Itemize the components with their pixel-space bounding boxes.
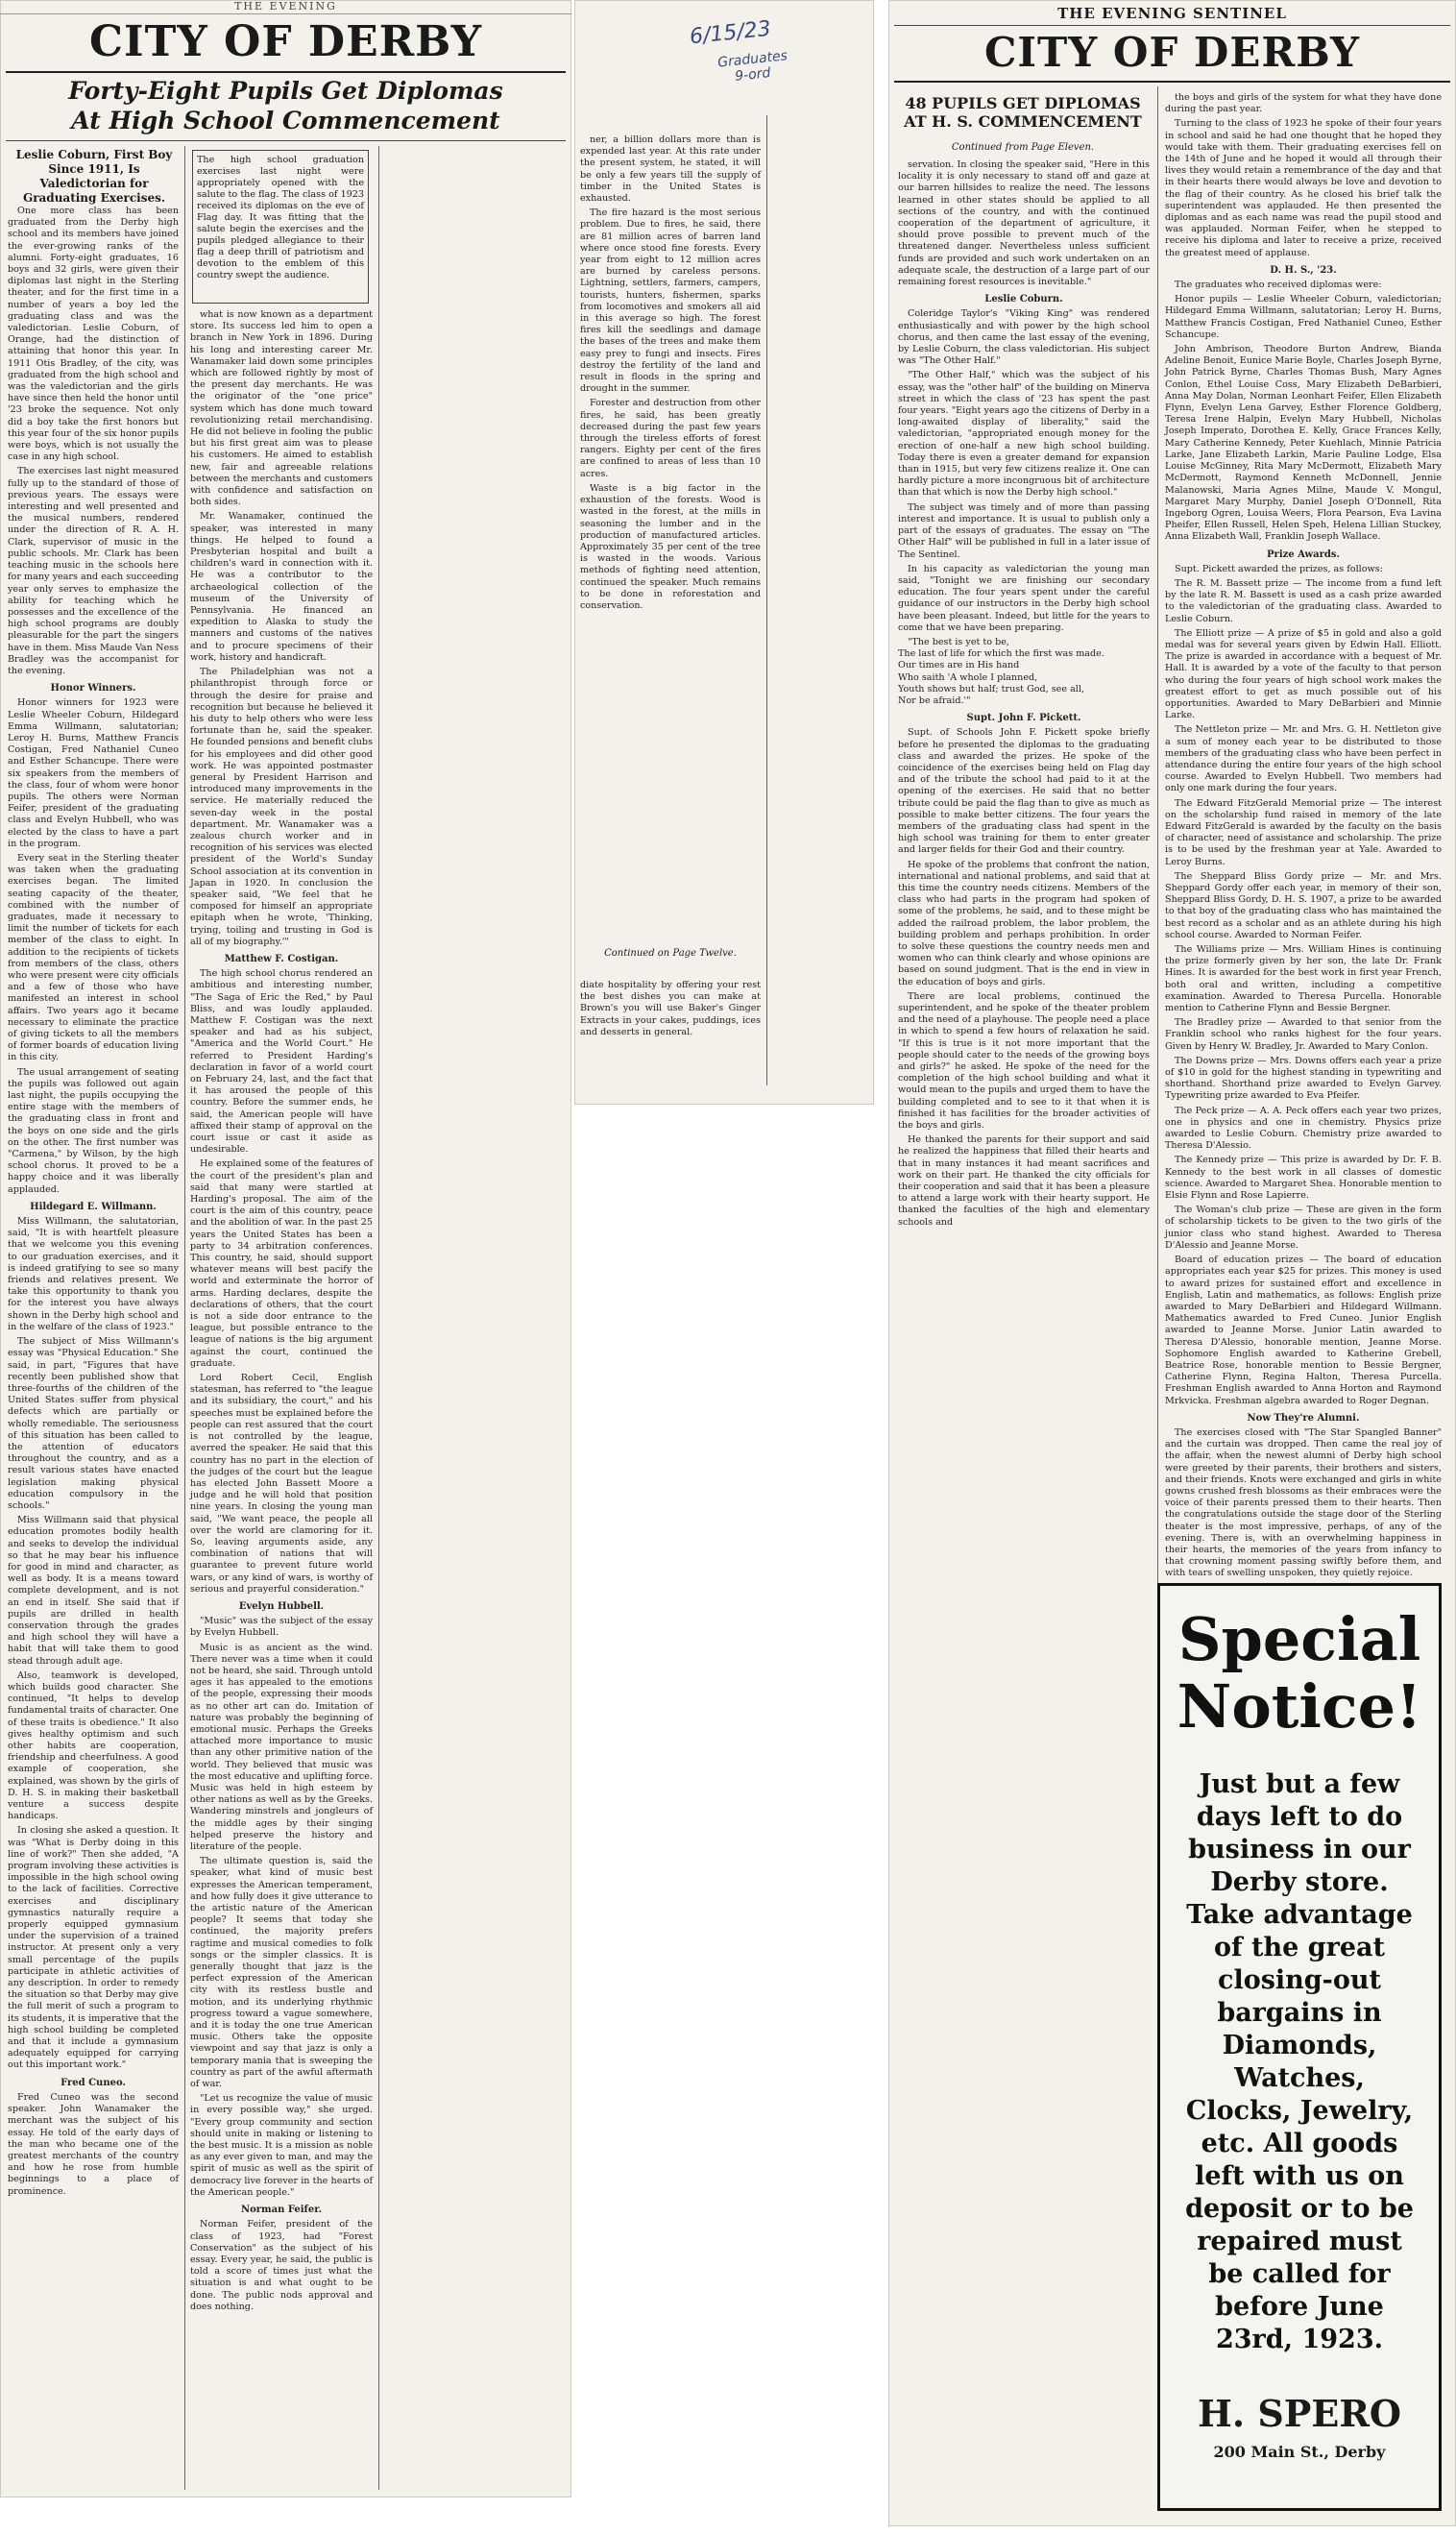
left-headline-rule xyxy=(6,140,566,141)
middle-tail-text: diate hospitality by offering your rest the best dishes you can make at Brown's you will use Baker's Ginger Extracts in your cakes, puddings, ices and desserts in general. xyxy=(580,980,761,1037)
article-paragraph: The Peck prize — A. A. Peck offers each year two prizes, one in physics and one in chemistry. Physics prize awarded to Leslie Coburn. Chemistry prize awarded to Theresa D'Alessio. xyxy=(1165,1105,1442,1152)
left-newspaper-page xyxy=(0,0,571,2497)
handwritten-date: 6/15/23 xyxy=(688,16,772,50)
article-paragraph: In closing she asked a question. It was "What is Derby doing in this line of work?" Then she added, "A program involving these activities is impossible in the high school owing to the lack of facilities. Corrective exercises and disciplinary gymnastics naturally require a properly equipped gymnasium under the supervision of a trained instructor. At present only a very small percentage of the pupils participate in athletic activities of any description. In order to remedy the situation so that Derby may give the full merit of such a program to its students, it is imperative that the high school building be completed and that it include a gymnasium adequately equipped for carrying out this important work." xyxy=(8,1825,179,2071)
article-paragraph: The Nettleton prize — Mr. and Mrs. G. H. Nettleton give a sum of money each year to be distributed to those members of the graduating class who have been perfect in attendance during the entire four years of the high school course. Awarded to Evelyn Hubbell. Two members had only one mark during the four years. xyxy=(1165,724,1442,794)
section-heading: Norman Feifer. xyxy=(240,2205,323,2216)
flag-salute-box: The high school graduation exercises last night were appropriately opened with the salute to the flag. The class of 1923 received its diplomas on the eve of Flag day. It was fitting that the salute begin the exercises and the pupils pledged allegiance to their flag a deep thrill of patriotism and devotion to the emblem of this country swept the audience. xyxy=(192,150,369,304)
article-paragraph: Music is as ancient as the wind. There never was a time when it could not be heard, she said. Through untold ages it has appealed to the emotions of the people, expressing their moods as no other art can do. Imitation of nature was probably the beginning of emotional music. Perhaps the Greeks attached more importance to music than any other primitive nation of the world. They believed that music was the most educative and uplifting force. Music was held in high esteem by other nations as well as by the Greeks. Wandering minstrels and jongleurs of the middle ages by their singing helped preserve the history and literature of the people. xyxy=(190,1642,373,1852)
article-paragraph: The Kennedy prize — This prize is awarded by Dr. F. B. Kennedy to the best work in all classes of domestic science. Awarded to Margaret Shea. Honorable mention to Elsie Flynn and Rose Lapierre. xyxy=(1165,1155,1442,1202)
left-masthead: CITY OF DERBY xyxy=(88,17,483,66)
article-paragraph: The exercises closed with "The Star Spangled Banner" and the curtain was dropped. Then came the real joy of the affair, when the newest alumni of Derby high school were greeted by their parents, their brothers and sisters, and their friends. Knots were exchanged and girls in white gowns crushed fresh blossoms as their embraces were the voice of their parents pressed them to their hearts. Then the congratulations outside the stage door of the Sterling theater is the most impressive, perhaps, of any of the evening. There is, with an overwhelming happiness in their hearts, the memories of the years from infancy to that crowning moment passing swiftly before them, and with tears of swelling unspoken, they quietly rejoice. xyxy=(1165,1426,1442,1579)
special-notice-ad xyxy=(1157,1583,1442,2511)
section-heading: Now They're Alumni. xyxy=(1247,1412,1360,1424)
middle-divider xyxy=(766,115,767,1085)
ad-signature: H. SPERO xyxy=(1197,2392,1402,2435)
article-paragraph: Waste is a big factor in the exhaustion of the forests. Wood is wasted in the forest, at the mills in seasoning the lumber and in the production of manufactured articles. Approximately 35 per cent of the tree is wasted in the woods. Various methods of fighting need attention, continued the speaker. Much remains to be done in reforestation and conservation. xyxy=(580,482,761,611)
article-paragraph: Coleridge Taylor's "Viking King" was rendered enthusiastically and with power by the high school chorus, and then came the last essay of the evening, by Leslie Coburn, the class valedictorian. His subject was "The Other Half." xyxy=(898,308,1150,367)
handwritten-note: Graduates 9-ord xyxy=(716,48,789,85)
right-masthead-rule xyxy=(894,81,1450,83)
right-column-b xyxy=(1165,92,1442,1579)
section-heading: Evelyn Hubbell. xyxy=(238,1600,325,1612)
continued-note: Continued on Page Twelve. xyxy=(604,948,737,959)
section-heading: Honor Winners. xyxy=(50,683,136,694)
article-paragraph: The high school chorus rendered an ambitious and interesting number, "The Saga of Eric the Red," by Paul Bliss, and was loudly applauded. Matthew F. Costigan was the next speaker and had as his subject, "America and the World Court." He referred to President Harding's declaration in favor of a world court on February 24, last, and the fact that it has aroused the people of this country. Before the summer ends, he said, the American people will have affixed their stamp of approval on the court issue or cast it aside as undesirable. xyxy=(190,968,373,1156)
left-headline-line1: Forty-Eight Pupils Get Diplomas xyxy=(68,77,503,105)
article-paragraph: the boys and girls of the system for what they have done during the past year. xyxy=(1165,92,1442,115)
article-paragraph: "The Other Half," which was the subject of his essay, was the "other half" of the building on Minerva street in which the class of '23 has spent the past four years. "Eight years ago the citizens of Derby in a long-awaited display of liberality," said the valedictorian, "appropriated enough money for the erection of one-half a new high school building. Today there is even a greater demand for expansion than in 1915, but very few citizens realize it. One can hardly picture a more incongruous bit of architecture than that which is now the Derby high school." xyxy=(898,370,1150,499)
ad-title-special: Special xyxy=(1177,1604,1421,1674)
article-paragraph: Miss Willmann said that physical education promotes bodily health and seeks to develop the individual so that he may bear his influence for good in mind and character, as well as body. It is a means toward complete development, and is not an end in itself. She said that if pupils are drilled in health conservation through the grades and high school they will have a habit that will take them to good stead through adult age. xyxy=(8,1515,179,1667)
article-paragraph: The Woman's club prize — These are given in the form of scholarship tickets to be given to the two girls of the junior class who stand highest. Awarded to Theresa D'Alessio and Jeanne Morse. xyxy=(1165,1205,1442,1251)
left-subhead: Leslie Coburn, First Boy Since 1911, Is Valedictorian for Graduating Exercises. xyxy=(15,148,173,205)
article-paragraph: The ultimate question is, said the speaker, what kind of music best expresses the American temperament, and how fully does it give utterance to the artistic nature of the American people? It seems that today she continued, the majority prefers ragtime and musical comedies to folk songs or the simpler classics. It is generally thought that jazz is the perfect expression of the American city with its restless bustle and motion, and its underlying rhythmic progress toward a vague somewhere, and it is today the one true American music. Others take the opposite viewpoint and say that jazz is only a temporary mania that is sweeping the country as part of the awful aftermath of war. xyxy=(190,1856,373,2090)
ad-title-notice: Notice! xyxy=(1177,1671,1422,1742)
right-flag: THE EVENING SENTINEL xyxy=(1057,5,1287,22)
left-masthead-rule xyxy=(6,71,566,73)
section-heading: Hildegard E. Willmann. xyxy=(30,1201,157,1212)
article-paragraph: He thanked the parents for their support and said he realized the happiness that filled their hearts and that in many instances it had meant sacrifices and work on their part. He thanked the city officials for their cooperation and said that it has been a pleasure to attend a large work with their hearty support. He thanked the faculties of the high and elementary schools and xyxy=(898,1134,1150,1228)
article-paragraph: He spoke of the problems that confront the nation, international and national problems, and said that at this time the country needs citizens. Members of the class who had parts in the program had spoken of some of the problems, he said, and to these might be added the railroad problem, the labor problem, the building problem and perhaps prohibition. In order to solve these questions the country needs men and women who can think clearly and whose opinions are based on sound judgment. That is the end in view in the education of boys and girls. xyxy=(898,859,1150,987)
article-paragraph: One more class has been graduated from the Derby high school and its members have joined the ever-growing ranks of the alumni. Forty-eight graduates, 16 boys and 32 girls, were given their diplomas last night in the Sterling theater, and for the first time in a number of years a boy led the graduating class and was the valedictorian. Leslie Coburn, of Orange, had the distinction of attaining that honor this year. In 1911 Otis Bradley, of the city, was graduated from the high school and was the valedictorian and the girls have since then held the honor until '23 broke the sequence. Not only did a boy take the first honors but this year four of the six honor pupils were boys, which is not usually the case in any high school. xyxy=(8,206,179,463)
article-paragraph: Supt. of Schools John F. Pickett spoke briefly before he presented the diplomas to the graduating class and awarded the prizes. He spoke of the coincidence of the exercises being held on Flag day and of the tribute the school had paid to it at the opening of the exercises. He said that no better tribute could be paid the flag than to give as much as possible to make better citizens. The four years the members of the graduating class had spent in the high school was training for them to enter greater and larger fields for their God and their country. xyxy=(898,727,1150,856)
left-headline-line2: At High School Commencement xyxy=(71,107,500,134)
ad-address: 200 Main St., Derby xyxy=(1213,2443,1386,2461)
right-continued-from: Continued from Page Eleven. xyxy=(951,142,1095,153)
article-paragraph: what is now known as a department store. Its success led him to open a branch in New York in 1896. During his long and interesting career Mr. Wanamaker laid down some principles which are followed rightly by most of the present day merchants. He was the originator of the "one price" system which has done much toward revolutionizing retail merchandising. He did not believe in fooling the public but his first great aim was to please his customers. He aimed to establish new, fair and agreeable relations between the merchants and customers with confidence and satisfaction on both sides. xyxy=(190,309,373,508)
article-paragraph: The Edward FitzGerald Memorial prize — The interest on the scholarship fund raised in memory of the late Edward FitzGerald is awarded by the faculty on the basis of character, need of assistance and scholarship. The prize is to be used by the freshman year at Yale. Awarded to Leroy Burns. xyxy=(1165,797,1442,867)
left-column-1 xyxy=(8,206,179,2492)
left-column-divider-2 xyxy=(378,146,379,2490)
article-paragraph: ner, a billion dollars more than is expended last year. At this rate under the present system, he stated, it will be only a few years till the supply of timber in the United States is exhausted. xyxy=(580,134,761,205)
article-paragraph: Board of education prizes — The board of education appropriates each year $25 for prizes. This money is used to award prizes for sustained effort and excellence in English, Latin and mathematics, as follows: English prize awarded to Mary DeBarbieri and Hildegard Willmann. Mathematics awarded to Fred Cuneo. Junior English awarded to Jeanne Morse. Junior Latin awarded to Theresa D'Alessio, honorable mention, Jeanne Morse. Sophomore English awarded to Katherine Grebell, Beatrice Rose, honorable mention to Bessie Bergner, Catherine Flynn, Regina Halton, Theresa Purcella. Freshman English awarded to Anna Horton and Raymond Mrkvicka. Freshman algebra awarded to Roger Degnan. xyxy=(1165,1255,1442,1406)
article-paragraph: Every seat in the Sterling theater was taken when the graduating exercises began. The limited seating capacity of the theater, combined with the number of graduates, made it necessary to limit the number of tickets for each member of the class to eight. In addition to the recipients of tickets from members of the class, others who were present were city officials and a few of those who have manifested an interest in school affairs. Two years ago it became necessary to eliminate the practice of giving tickets to all the members of former boards of education living in this city. xyxy=(8,852,179,1063)
ad-body-text: Just but a few days left to do business in our Derby store. Take advantage of the great closing-out bargains in Diamonds, Watches, Clocks, Jewelry, etc. All goods left with us on deposit or to be repaired must be called for before June 23rd, 1923. xyxy=(1185,1769,1414,2354)
left-column-divider-1 xyxy=(184,146,185,2490)
left-column-3-fade xyxy=(384,150,567,2490)
article-paragraph: The Philadelphian was not a philanthropist through force or through the desire for praise and recognition but because he believed it his duty to help others who were less fortunate than he, said the speaker. He founded pensions and benefit clubs for his employees and did other good work. He was appointed postmaster general by President Harrison and introduced many improvements in the service. He materially reduced the seven-day week in the postal department. Mr. Wanamaker was a zealous church worker and in recognition of his services was elected president of the World's Sunday School association at its convention in Japan in 1920. In conclusion the speaker said, "We feel that he composed for himself an appropriate epitaph when he wrote, 'Thinking, trying, toiling and trusting in God is all of my biography.'" xyxy=(190,667,373,947)
article-paragraph: "Let us recognize the value of music in every possible way," she urged. "Every group community and section should unite in making or listening to the best music. It is a mission as noble as any ever given to man, and may the spirit of music as well as the spirit of democracy live forever in the hearts of the American people." xyxy=(190,2093,373,2198)
article-paragraph: Miss Willmann, the salutatorian, said, "It is with heartfelt pleasure that we welcome you this evening to our graduation exercises, and it is indeed gratifying to see so many friends and relatives present. We take this opportunity to thank you for the interest you have always shown in the Derby high school and in the welfare of the class of 1923." xyxy=(8,1216,179,1332)
article-paragraph: Lord Robert Cecil, English statesman, has referred to "the league and its subsidiary, the court," and his speeches must be explained before the people can rest assured that the court is not controlled by the league, averred the speaker. He said that this country has no part in the election of the judges of the court but the league has elected John Bassett Moore a judge and he will hold that position nine years. In closing the young man said, "We want peace, the people all over the world are clamoring for it. So, leaving arguments aside, any combination of nations that will guarantee to prevent future world wars, or any kind of wars, is worthy of serious and prayerful consideration." xyxy=(190,1373,373,1595)
article-paragraph: The Williams prize — Mrs. William Hines is continuing the prize formerly given by her son, the late Dr. Frank Hines. It is awarded for the best work in first year French, both oral and written, including a competitive examination. Awarded to Theresa Purcella. Honorable mention to Catherine Flynn and Bessie Bergner. xyxy=(1165,944,1442,1014)
article-paragraph: "The best is yet to be, The last of life for which the first was made. Our times are in His hand Who saith 'A whole I planned, Youth shows but half; trust God, see all, Nor be afraid.'" xyxy=(898,636,1104,706)
article-paragraph: The fire hazard is the most serious problem. Due to fires, he said, there are 81 million acres of barren land where once stood fine forests. Every year from eight to 12 million acres are burned by careless persons. Lightning, settlers, farmers, campers, tourists, hunters, fishermen, sparks from locomotives and smokers all aid in this average so high. The forest fires kill the seedlings and damage the bases of the trees and make them easy prey to fungi and insects. Fires destroy the fertility of the land and result in floods in the spring and drought in the summer. xyxy=(580,207,761,395)
right-masthead: CITY OF DERBY xyxy=(983,29,1361,76)
article-paragraph: There are local problems, continued the superintendent, and he spoke of the theater problem and the need of a playhouse. The people need a place in which to spend a few hours of relaxation he said. "If this is true is it not more important that the people should cater to the needs of the growing boys and girls?" he asked. He spoke of the need for the completion of the high school building and what it would mean to the pupils and urged them to have the building completed and to see to it that when it is finished it has facilities for the broader activities of the boys and girls. xyxy=(898,990,1150,1132)
article-paragraph: Supt. Pickett awarded the prizes, as follows: xyxy=(1175,563,1383,574)
article-paragraph: The Downs prize — Mrs. Downs offers each year a prize of $10 in gold for the highest standing in typewriting and shorthand. Shorthand prize awarded to Evelyn Garvey. Typewriting prize awarded to Eva Pfeifer. xyxy=(1165,1055,1442,1102)
article-paragraph: servation. In closing the speaker said, "Here in this locality it is only necessary to stand off and gaze at our barren hillsides to realize the need. The lessons learned in other states should be applied to all sections of the country, and with the continued cooperation of the department of agriculture, it should prove possible to prevent much of the threatened danger. Nevertheless unless sufficient funds are provided and such work undertaken on an adequate scale, the destruction of a large part of our remaining forest resources is inevitable." xyxy=(898,159,1150,288)
article-paragraph: Fred Cuneo was the second speaker. John Wanamaker the merchant was the subject of his essay. He told of the early days of the man who became one of the greatest merchants of the country and how he rose from humble beginnings to a place of prominence. xyxy=(8,2091,179,2197)
article-paragraph: In his capacity as valedictorian the young man said, "Tonight we are finishing our secondary education. The four years spent under the careful guidance of our instructors in the Derby high school have been pleasant. Indeed, but little for the years to come that we have been preparing. xyxy=(898,563,1150,633)
left-column-2 xyxy=(190,309,373,2492)
right-headline: 48 PUPILS GET DIPLOMAS AT H. S. COMMENCEMENT xyxy=(904,94,1142,131)
middle-clipping xyxy=(574,0,874,1105)
left-flag: THE EVENING xyxy=(0,0,571,14)
article-paragraph: The graduates who received diplomas were: xyxy=(1175,280,1382,291)
article-paragraph: Mr. Wanamaker, continued the speaker, was interested in many things. He helped to found a Presbyterian hospital and built a children's ward in connection with it. He was a contributor to the archaeological collection of the museum of the University of Pennsylvania. He financed an expedition to Alaska to study the manners and customs of the natives and to procure specimens of their work, history and handicraft. xyxy=(190,511,373,663)
article-paragraph: Honor winners for 1923 were Leslie Wheeler Coburn, Hildegard Emma Willmann, salutatorian; Leroy H. Burns, Matthew Francis Costigan, Fred Nathaniel Cuneo and Esther Schancupe. There were six speakers from the members of the class, four of whom were honor pupils. The others were Norman Feifer, president of the graduating class and Evelyn Hubbell, who was elected by the class to have a part in the program. xyxy=(8,697,179,849)
article-paragraph: The exercises last night measured fully up to the standard of those of previous years. The essays were interesting and well presented and the musical numbers, rendered under the direction of R. A. H. Clark, supervisor of music in the public schools. Mr. Clark has been teaching music in the schools here for many years and each succeeding year only serves to emphasize the ability for teaching which he possesses and the excellence of the high school programs are doubly pleasurable for the part the singers have in them. Miss Maude Van Ness Bradley was the accompanist for the evening. xyxy=(8,466,179,676)
article-paragraph: He explained some of the features of the court of the president's plan and said that many were startled at Harding's proposal. The aim of the court is the aim of this country, peace and the abolition of war. In the past 25 years the United States has been a party to 34 arbitration conferences. This country, he said, should support whatever means will best pacify the world and exterminate the horror of arms. Harding declares, despite the declarations of others, that the court is not a side door entrance to the league, but possible entrance to the league of nations is the big argument against the court, continued the graduate. xyxy=(190,1158,373,1369)
right-flag-rule xyxy=(894,25,1450,26)
article-paragraph: The usual arrangement of seating the pupils was followed out again last night, the pupils occupying the entire stage with the members of the graduating class in front and the boys on one side and the girls on the other. The first number was "Carmena," by Wilson, by the high school chorus. It proved to be a happy choice and it was liberally applauded. xyxy=(8,1066,179,1195)
article-paragraph: Also, teamwork is developed, which builds good character. She continued, "It helps to develop fundamental traits of character. One of these traits is obedience." It also gives healthy optimism and such other habits are cooperation, friendship and cheerfulness. A good example of cooperation, she explained, was shown by the girls of D. H. S. in making their basketball venture a success despite handicaps. xyxy=(8,1669,179,1822)
article-paragraph: "Music" was the subject of the essay by Evelyn Hubbell. xyxy=(190,1616,373,1639)
article-paragraph: Honor pupils — Leslie Wheeler Coburn, valedictorian; Hildegard Emma Willmann, salutatorian; Leroy H. Burns, Matthew Francis Costigan, Fred Nathaniel Cuneo, Esther Schancupe. xyxy=(1165,294,1442,340)
section-heading: Leslie Coburn. xyxy=(984,294,1063,305)
article-paragraph: The subject of Miss Willmann's essay was "Physical Education." She said, in part, "Figures that have recently been published show that three-fourths of the children of the United States suffer from physical defects which are partially or wholly remediable. The seriousness of this situation has been called to the attention of educators throughout the country, and as a result various states have enacted legislation making physical education compulsory in the schools." xyxy=(8,1336,179,1511)
section-heading: Prize Awards. xyxy=(1267,548,1340,560)
section-heading: Matthew F. Costigan. xyxy=(224,953,339,964)
section-heading: D. H. S., '23. xyxy=(1270,264,1337,276)
article-paragraph: The Elliott prize — A prize of $5 in gold and also a gold medal was for several years given by Edwin Hall. Elliott. The prize is awarded in accordance with a bequest of Mr. Hall. It is awarded by a vote of the faculty to that person who during the four years of high school work makes the greatest effort to get as much possible out of his opportunities. Awarded to Mary DeBarbieri and Minnie Larke. xyxy=(1165,627,1442,721)
section-heading: Supt. John F. Pickett. xyxy=(966,713,1081,724)
article-paragraph: John Ambrison, Theodore Burton Andrew, Bianda Adeline Benoit, Eunice Marie Boyle, Charles Joseph Byrne, John Patrick Byrne, Charles Thomas Bush, Mary Agnes Conlon, Ethel Louise Coss, Mary Elizabeth DeBarbieri, Anna May Dolan, Norman Leonhart Feifer, Ellen Elizabeth Flynn, Evelyn Lena Garvey, Esther Florence Goldberg, Teresa Irene Halpin, Evelyn Mary Hubbell, Nicholas Joseph Imperato, Dorothea E. Kelly, Grace Frances Kelly, Mary Catherine Kennedy, Peter Kuehlach, Minnie Patricia Larke, Jane Elizabeth Larkin, Marie Pauline Lodge, Elsa Louise McGinney, Rita Mary McDermott, Elizabeth Mary McDermott, Raymond Kenneth McDonnell, Jennie Malanowski, Maria Agnes Milne, Maude V. Mongul, Margaret Mary Murphy, Daniel Joseph O'Donnell, Rita Ingeborg Ogren, Louisa Weers, Flora Pearson, Eva Lavina Pheifer, Ellen Russell, Helen Speh, Helena Lillian Stuckey, Anna Elizabeth Wall, Franklin Joseph Wallace. xyxy=(1165,344,1442,543)
article-paragraph: The subject was timely and of more than passing interest and importance. It is usual to publish only a part of the essays of graduates. The essay on "The Other Half" will be published in full in a later issue of The Sentinel. xyxy=(898,501,1150,560)
section-heading: Fred Cuneo. xyxy=(61,2077,126,2088)
article-paragraph: The Sheppard Bliss Gordy prize — Mr. and Mrs. Sheppard Gordy offer each year, in memory of their son, Sheppard Bliss Gordy, D. H. S. 1907, a prize to be awarded to that boy of the graduating class who has maintained the best record as a scholar and as an athlete during his high school course. Awarded to Norman Feifer. xyxy=(1165,870,1442,940)
right-column-a xyxy=(898,159,1150,2513)
article-paragraph: The Bradley prize — Awarded to that senior from the Franklin school who ranks highest for the four years. Given by Henry W. Bradley, Jr. Awarded to Mary Conlon. xyxy=(1165,1017,1442,1052)
article-paragraph: The R. M. Bassett prize — The income from a fund left by the late R. M. Bassett is used as a cash prize awarded to the valedictorian of the graduating class. Awarded to Leslie Coburn. xyxy=(1165,577,1442,624)
article-paragraph: Norman Feifer, president of the class of 1923, had "Forest Conservation" as the subject of his essay. Every year, he said, the public is told a score of times just what the situation is and what ought to be done. The public nods approval and does nothing. xyxy=(190,2219,373,2312)
article-paragraph: Turning to the class of 1923 he spoke of their four years in school and said he had one thought that he hoped they would take with them. Their graduating exercises fell on the 14th of June and he hoped it would all through their lives they would retain a remembrance of the day and that in their hearts there would always be love and devotion to the flag of their country. As he closed his brief talk the superintendent was applauded. He then presented the diplomas and as each name was read the pupil stood and was applauded. Norman Feifer, when he stepped to receive his diploma and later to receive a prize, received the greatest meed of applause. xyxy=(1165,118,1442,258)
article-paragraph: Forester and destruction from other fires, he said, has been greatly decreased during the past few years through the tireless efforts of forest rangers. Eighty per cent of the fires are confined to areas of less than 10 acres. xyxy=(580,398,761,479)
middle-column xyxy=(580,134,761,932)
